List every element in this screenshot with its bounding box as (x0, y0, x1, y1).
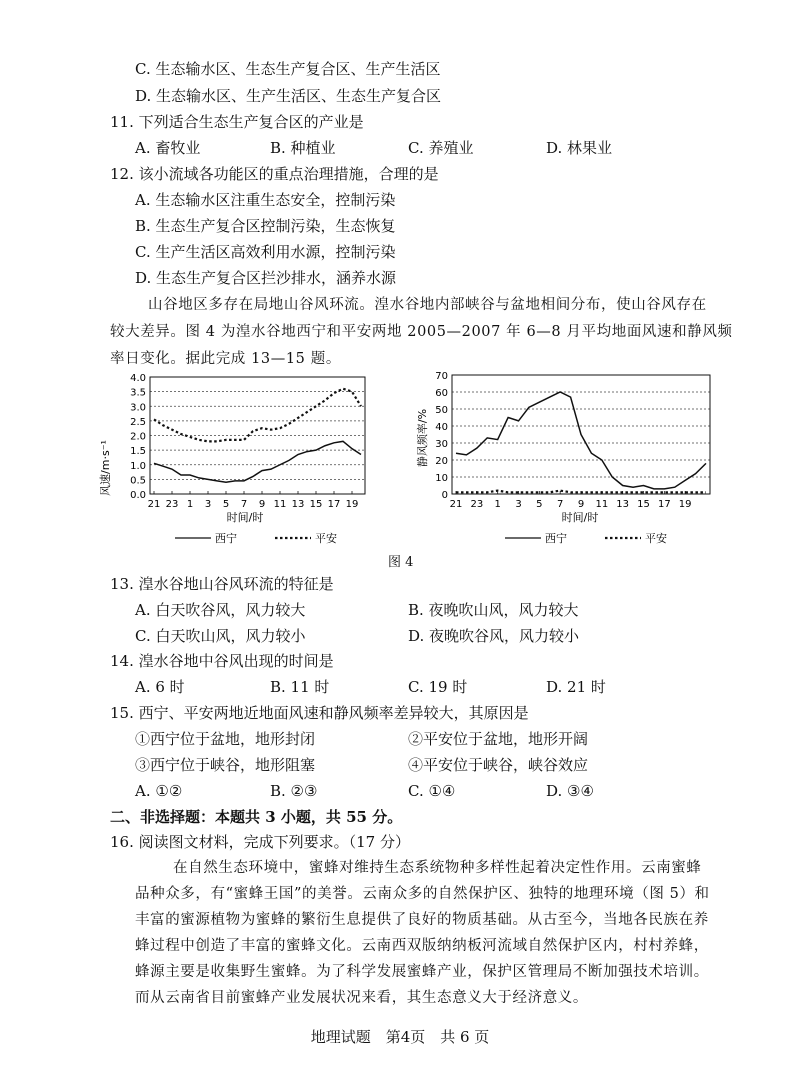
wind-speed-chart (95, 368, 385, 548)
x-tick-label: 17 (327, 499, 341, 510)
x-tick-label: 9 (577, 499, 585, 510)
intro-line-1: 山谷地区多存在局地山谷风环流。湟水谷地内部峡谷与盆地相间分布，使山谷风存在 (148, 297, 707, 313)
q14-option-c: C. 19 时 (408, 678, 468, 696)
legend-label-pingan: 平安 (645, 532, 667, 545)
legend-label-xining: 西宁 (215, 532, 237, 545)
y-tick-label: 10 (435, 473, 448, 484)
q12-option-b: B. 生态生产复合区控制污染，生态恢复 (135, 217, 396, 235)
q11-option-a: A. 畜牧业 (135, 139, 201, 157)
q16-paragraph-text: 在自然生态环境中，蜜蜂对维持生态系统物种多样性起着决定性作用。云南蜜蜂品种众多，有“蜜蜂王国”的美誉。云南众多的自然保护区、独特的地理环境（图 5）和丰富的蜜源植物为蜜蜂的繁衍生息提供了良好的物质基础。从古至今，当地各民族在养蜂过程中创造了丰富的蜜蜂文化。云南西双版纳纳板河流域自然保护区内，村村养蜂，蜂源主要是收集野生蜜蜂。为了科学发展蜜蜂产业，保护区管理局不断加强技术培训。而从云南省目前蜜蜂产业发展状况来看，其生态意义大于经济意义。 (135, 860, 710, 1006)
x-tick-label: 13 (291, 499, 305, 510)
y-tick-label: 3.0 (130, 402, 146, 414)
q13-option-d: D. 夜晚吹谷风，风力较小 (408, 627, 580, 645)
x-tick-label: 15 (637, 499, 650, 510)
y-tick-label: 4.0 (130, 373, 146, 384)
y-tick-label: 0 (441, 490, 448, 501)
y-tick-label: 30 (435, 439, 448, 450)
q13-option-c: C. 白天吹山风，风力较小 (135, 627, 306, 645)
q11-option-d: D. 林果业 (546, 139, 613, 157)
q10-option-d: D. 生态输水区、生产生活区、生态生产复合区 (135, 87, 442, 105)
q14-option-d: D. 21 时 (546, 678, 606, 696)
y-tick-label: 0.5 (130, 475, 146, 487)
q15-item-3: ③西宁位于峡谷，地形阻塞 (135, 756, 316, 774)
wind-speed-chart-svg (95, 368, 385, 548)
x-tick-label: 21 (449, 499, 463, 510)
q12-stem: 12. 该小流域各功能区的重点治理措施，合理的是 (110, 165, 439, 183)
q15-option-c: C. ①④ (408, 782, 456, 800)
y-tick-label: 0.0 (130, 490, 146, 501)
y-tick-label: 20 (435, 456, 448, 467)
x-tick-label: 3 (515, 499, 522, 510)
x-tick-label: 23 (470, 499, 484, 510)
x-tick-label: 5 (536, 499, 543, 510)
calm-frequency-x-label: 时间/时 (561, 511, 599, 524)
calm-frequency-y-label: 静风频率/% (416, 408, 429, 468)
x-tick-label: 7 (556, 499, 564, 510)
x-tick-label: 11 (595, 499, 609, 510)
q15-item-1: ①西宁位于盆地，地形封闭 (135, 730, 316, 748)
x-tick-label: 15 (309, 499, 323, 510)
x-tick-label: 3 (204, 499, 212, 510)
y-tick-label: 70 (435, 371, 448, 382)
q14-option-a: A. 6 时 (135, 678, 185, 696)
y-tick-label: 40 (435, 422, 448, 433)
x-tick-label: 11 (273, 499, 287, 510)
q15-option-b: B. ②③ (270, 782, 318, 800)
x-tick-label: 21 (147, 499, 161, 510)
q15-item-4: ④平安位于峡谷，峡谷效应 (408, 756, 589, 774)
q13-stem: 13. 湟水谷地山谷风环流的特征是 (110, 575, 334, 593)
q12-option-d: D. 生态生产复合区拦沙排水，涵养水源 (135, 269, 397, 287)
x-tick-label: 7 (240, 499, 248, 510)
y-tick-label: 2.0 (130, 431, 146, 443)
intro-line-3: 率日变化。据此完成 13—15 题。 (110, 351, 341, 367)
q10-option-c: C. 生态输水区、生态生产复合区、生产生活区 (135, 60, 441, 78)
q11-option-b: B. 种植业 (270, 139, 336, 157)
y-tick-label: 1.5 (130, 446, 146, 458)
y-tick-label: 1.0 (130, 460, 146, 472)
q13-option-a: A. 白天吹谷风，风力较大 (135, 601, 306, 619)
x-tick-label: 19 (345, 499, 359, 510)
section-two-heading: 二、非选择题：本题共 3 小题，共 55 分。 (110, 808, 403, 826)
x-tick-label: 23 (165, 499, 179, 510)
x-tick-label: 1 (494, 499, 501, 510)
x-tick-label: 13 (616, 499, 630, 510)
y-tick-label: 50 (435, 405, 448, 416)
wind-speed-x-label: 时间/时 (226, 511, 264, 524)
page-footer: 地理试题 第4页 共 6 页 (310, 1028, 490, 1046)
q11-option-c: C. 养殖业 (408, 139, 474, 157)
legend-label-pingan: 平安 (315, 532, 337, 545)
x-tick-label: 17 (657, 499, 671, 510)
q16-paragraph (135, 855, 713, 1011)
x-tick-label: 1 (186, 499, 194, 510)
q14-stem: 14. 湟水谷地中谷风出现的时间是 (110, 652, 334, 670)
x-tick-label: 5 (222, 499, 230, 510)
x-tick-label: 9 (258, 499, 266, 510)
q15-item-2: ②平安位于盆地，地形开阔 (408, 730, 589, 748)
wind-speed-y-label: 风速/m·s⁻¹ (99, 440, 112, 496)
series-line-pingan (456, 491, 706, 493)
calm-frequency-chart (410, 368, 720, 548)
q14-option-b: B. 11 时 (270, 678, 330, 696)
q15-stem: 15. 西宁、平安两地近地面风速和静风频率差异较大，其原因是 (110, 704, 529, 722)
q16-stem: 16. 阅读图文材料，完成下列要求。（17 分） (110, 833, 410, 851)
q15-option-d: D. ③④ (546, 782, 594, 800)
y-tick-label: 2.5 (130, 416, 146, 428)
q13-option-b: B. 夜晚吹山风，风力较大 (408, 601, 579, 619)
series-line-xining (154, 441, 361, 482)
y-tick-label: 60 (435, 388, 448, 399)
intro-line-2: 较大差异。图 4 为湟水谷地西宁和平安两地 2005—2007 年 6—8 月平均地面风速和静风频 (110, 324, 733, 340)
y-tick-label: 3.5 (130, 387, 146, 399)
series-line-xining (456, 392, 706, 489)
series-line-pingan (154, 389, 361, 442)
figure-caption: 图 4 (388, 555, 414, 570)
q12-option-c: C. 生产生活区高效利用水源，控制污染 (135, 243, 396, 261)
x-tick-label: 19 (678, 499, 692, 510)
q12-option-a: A. 生态输水区注重生态安全，控制污染 (135, 191, 396, 209)
calm-frequency-chart-svg (410, 368, 720, 548)
legend-label-xining: 西宁 (545, 532, 567, 545)
q15-option-a: A. ①② (135, 782, 183, 800)
q11-stem: 11. 下列适合生态生产复合区的产业是 (110, 113, 364, 131)
